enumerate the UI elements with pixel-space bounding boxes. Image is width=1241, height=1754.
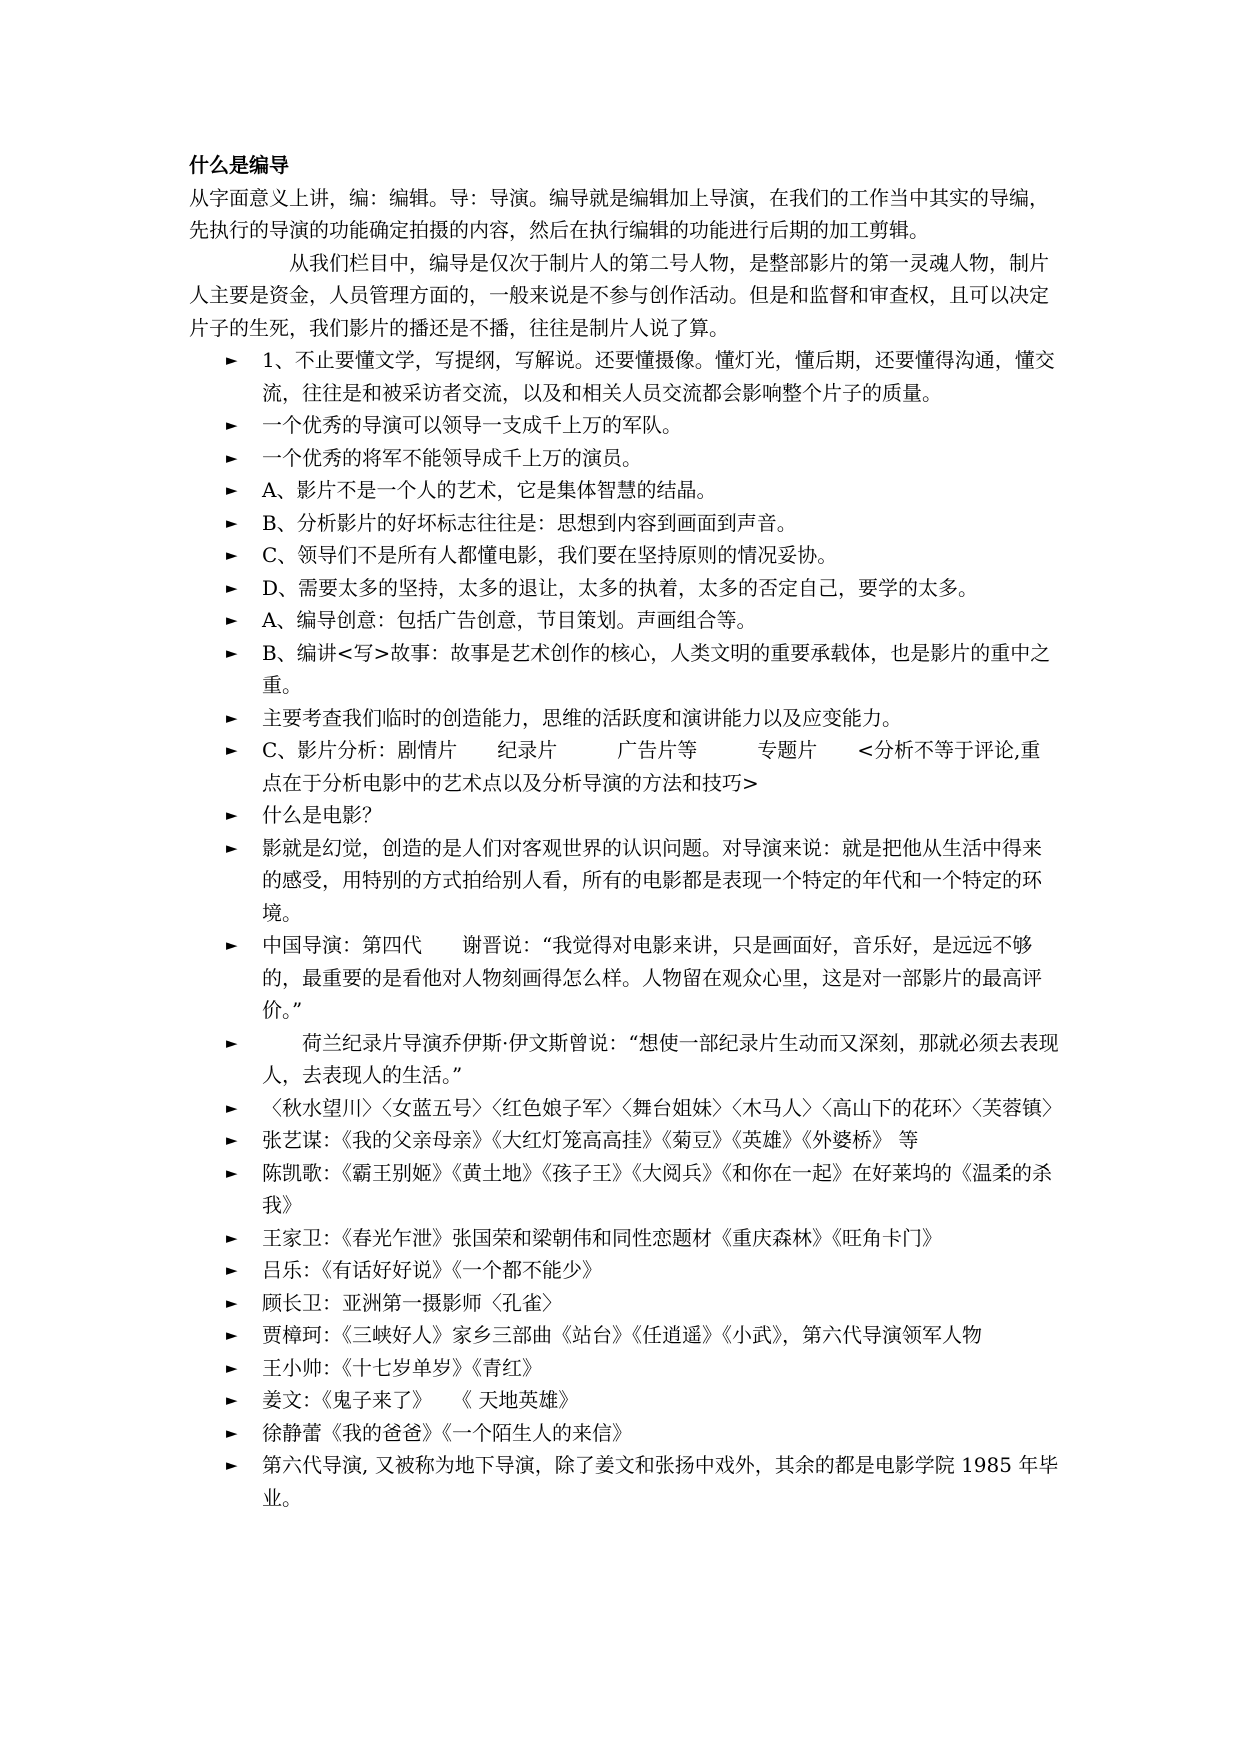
bullet-text: B、分析影片的好坏标志往往是：思想到内容到画面到声音。 xyxy=(262,510,797,535)
bullet-marker-icon: ► xyxy=(226,513,238,532)
bullet-item xyxy=(189,799,1059,832)
bullet-item xyxy=(189,1222,1059,1255)
bullet-text: A、影片不是一个人的艺术，它是集体智慧的结晶。 xyxy=(262,478,717,502)
bullet-marker-icon: ► xyxy=(226,1456,238,1474)
bullet-text: 什么是电影？ xyxy=(262,803,382,827)
bullet-text: 姜文：《鬼子来了》 《 天地英雄》 xyxy=(262,1388,579,1412)
bullet-text: 王家卫：《春光乍泄》张国荣和梁朝伟和同性恋题材《重庆森林》《旺角卡门》 xyxy=(262,1225,942,1250)
bullet-marker-icon: ► xyxy=(226,578,238,597)
bullet-marker-icon: ► xyxy=(226,838,238,857)
bullet-marker-icon: ► xyxy=(226,1293,238,1312)
bullet-item xyxy=(189,507,1059,540)
bullet-text: C、影片分析：剧情片 纪录片 广告片等 专题片 <分析不等于评论,重点在于分析电影中的艺术点以及分析导演的方法和技巧> xyxy=(262,738,1041,795)
bullet-item xyxy=(189,1287,1059,1320)
bullet-item xyxy=(189,929,1059,1027)
bullet-text: 第六代导演, 又被称为地下导演，除了姜文和张扬中戏外，其余的都是电影学院 1985 年毕业。 xyxy=(262,1453,1059,1510)
bullet-item xyxy=(189,442,1059,475)
bullet-text: 影就是幻觉，创造的是人们对客观世界的认识问题。对导演来说：就是把他从生活中得来的感受，用特别的方式拍给别人看，所有的电影都是表现一个特定的年代和一个特定的环境。 xyxy=(262,835,1042,925)
bullet-item xyxy=(189,832,1059,930)
bullet-text: 主要考查我们临时的创造能力，思维的活跃度和演讲能力以及应变能力。 xyxy=(262,705,902,730)
bullet-marker-icon: ► xyxy=(226,481,238,499)
bullet-text: A、编导创意：包括广告创意，节目策划。声画组合等。 xyxy=(262,608,757,632)
bullet-item xyxy=(189,572,1059,605)
bullet-text: 贾樟珂：《三峡好人》家乡三部曲《站台》《任逍遥》《小武》，第六代导演领军人物 xyxy=(262,1323,982,1347)
bullet-item xyxy=(189,344,1059,409)
bullet-marker-icon: ► xyxy=(226,1033,238,1052)
bullet-marker-icon: ► xyxy=(226,1163,238,1182)
role-paragraph: 从我们栏目中，编导是仅次于制片人的第二号人物，是整部影片的第一灵魂人物，制片人主要是资金，人员管理方面的，一般来说是不参与创作活动。但是和监督和审查权，且可以决定片子的生死，我们影片的播还是不播，往往是制片人说了算。 xyxy=(189,250,1049,340)
bullet-list xyxy=(189,344,1062,1514)
bullet-text: D、需要太多的坚持，太多的退让，太多的执着，太多的否定自己，要学的太多。 xyxy=(262,575,979,600)
bullet-marker-icon: ► xyxy=(226,1261,238,1279)
bullet-marker-icon: ► xyxy=(226,741,238,759)
bullet-text: B、编讲<写>故事：故事是艺术创作的核心，人类文明的重要承载体，也是影片的重中之重。 xyxy=(262,640,1051,697)
intro-paragraph: 从字面意义上讲，编：编辑。导：导演。编导就是编辑加上导演，在我们的工作当中其实的导编，先执行的导演的功能确定拍摄的内容，然后在执行编辑的功能进行后期的加工剪辑。 xyxy=(189,185,1049,242)
bullet-marker-icon: ► xyxy=(226,351,238,369)
bullet-text: 顾长卫：亚洲第一摄影师〈孔雀〉 xyxy=(262,1290,562,1315)
bullet-item xyxy=(189,539,1059,572)
bullet-item xyxy=(189,734,1059,799)
bullet-text: 徐静蕾《我的爸爸》《一个陌生人的来信》 xyxy=(262,1420,632,1445)
bullet-marker-icon: ► xyxy=(226,1131,238,1149)
bullet-marker-icon: ► xyxy=(226,416,238,434)
bullet-item xyxy=(189,1027,1059,1092)
bullet-text: 陈凯歌：《霸王别姬》《黄土地》《孩子王》《大阅兵》《和你在一起》在好莱坞的《温柔的杀我》 xyxy=(262,1160,1052,1217)
bullet-marker-icon: ► xyxy=(226,708,238,727)
bullet-marker-icon: ► xyxy=(226,1423,238,1442)
bullet-text: 1、不止要懂文学，写提纲，写解说。还要懂摄像。懂灯光，懂后期，还要懂得沟通，懂交流，往往是和被采访者交流，以及和相关人员交流都会影响整个片子的质量。 xyxy=(262,348,1055,405)
bullet-item xyxy=(189,1124,1059,1157)
bullet-text: 一个优秀的导演可以领导一支成千上万的军队。 xyxy=(262,413,682,437)
bullet-marker-icon: ► xyxy=(226,1326,238,1344)
bullet-text: C、领导们不是所有人都懂电影，我们要在坚持原则的情况妥协。 xyxy=(262,543,838,567)
bullet-item xyxy=(189,1384,1059,1417)
bullet-marker-icon: ► xyxy=(226,1391,238,1409)
bullet-text: 张艺谋：《我的父亲母亲》《大红灯笼高高挂》《菊豆》《英雄》《外婆桥》 等 xyxy=(262,1128,919,1152)
bullet-text: 中国导演：第四代 谢晋说：“我觉得对电影来讲，只是画面好，音乐好，是远远不够的，最重要的是看他对人物刻画得怎么样。人物留在观众心里，这是对一部影片的最高评价。” xyxy=(262,933,1042,1022)
bullet-item xyxy=(189,1254,1059,1287)
bullet-item xyxy=(189,702,1059,735)
bullet-item xyxy=(189,1449,1059,1514)
bullet-marker-icon: ► xyxy=(226,1098,238,1117)
bullet-text: 一个优秀的将军不能领导成千上万的演员。 xyxy=(262,445,642,470)
bullet-item xyxy=(189,1319,1059,1352)
bullet-item xyxy=(189,409,1059,442)
bullet-marker-icon: ► xyxy=(226,1228,238,1247)
bullet-item xyxy=(189,1417,1059,1450)
bullet-marker-icon: ► xyxy=(226,806,238,824)
bullet-item xyxy=(189,1157,1059,1222)
bullet-item xyxy=(189,1092,1062,1125)
bullet-marker-icon: ► xyxy=(226,643,238,662)
bullet-item xyxy=(189,474,1059,507)
bullet-item xyxy=(189,604,1059,637)
bullet-marker-icon: ► xyxy=(226,936,238,954)
document-page xyxy=(189,149,1062,1514)
bullet-marker-icon: ► xyxy=(226,546,238,564)
bullet-marker-icon: ► xyxy=(226,1358,238,1377)
bullet-marker-icon: ► xyxy=(226,448,238,467)
bullet-item xyxy=(189,637,1059,702)
bullet-text: 王小帅：《十七岁单岁》《青红》 xyxy=(262,1355,542,1380)
bullet-text: 〈秋水望川〉〈女蓝五号〉〈红色娘子军〉〈舞台姐妹〉〈木马人〉〈高山下的花环〉〈芙蓉镇〉 xyxy=(262,1095,1062,1120)
bullet-marker-icon: ► xyxy=(226,611,238,629)
bullet-item xyxy=(189,1352,1059,1385)
bullet-text: 吕乐：《有话好好说》《一个都不能少》 xyxy=(262,1258,602,1282)
bullet-text: 荷兰纪录片导演乔伊斯·伊文斯曾说：“想使一部纪录片生动而又深刻，那就必须去表现人，去表现人的生活。” xyxy=(262,1030,1059,1087)
document-title: 什么是编导 xyxy=(189,153,289,177)
